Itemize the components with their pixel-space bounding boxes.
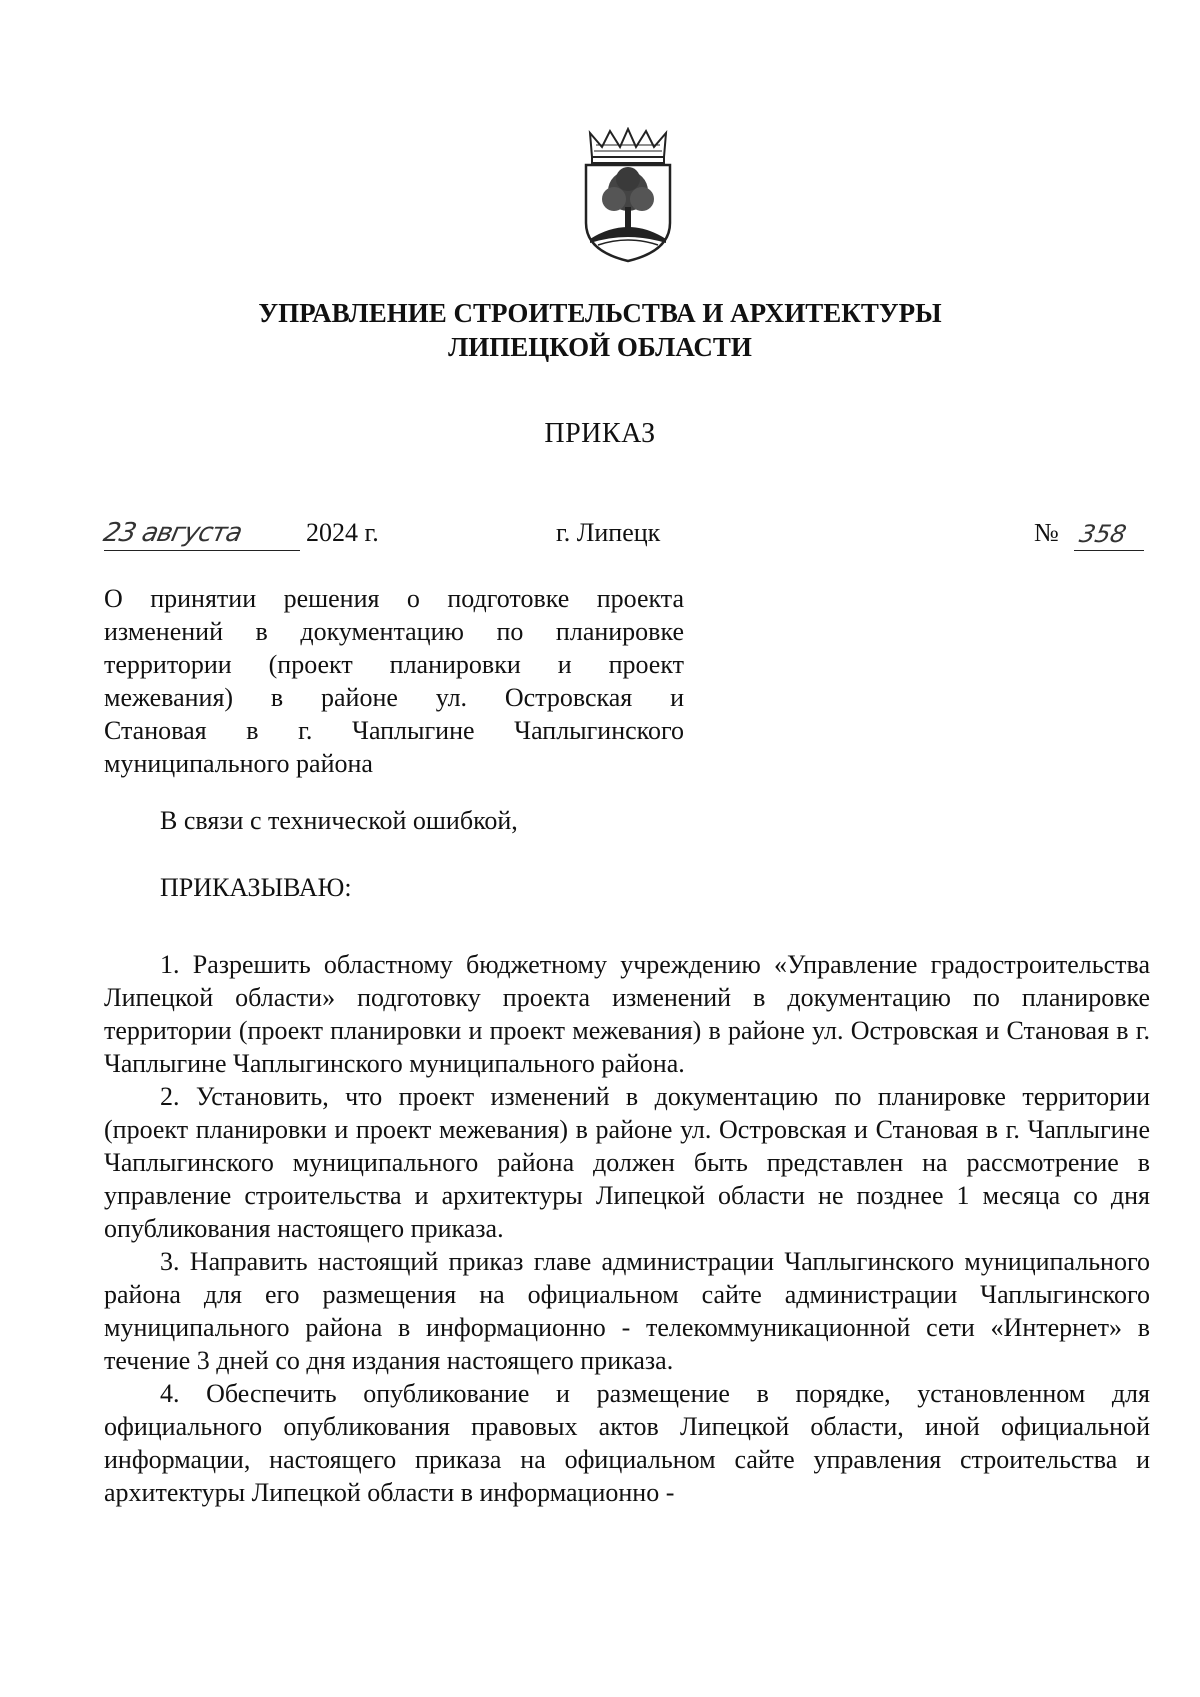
document-type: ПРИКАЗ (544, 418, 656, 449)
handwritten-date-field (100, 514, 300, 551)
handwritten-number: 358 (1077, 520, 1129, 548)
order-item: 3. Направить настоящий приказ главе администрации Чаплыгинского муниципального района для его размещения на официальном сайте администрации Чаплыгинского муниципального района в информационно - телекоммуникационной сети «Интернет» в течение 3 дней со дня издания настоящего приказа. (104, 1247, 1150, 1375)
order-item: 2. Установить, что проект изменений в документацию по планировке территории (проект планировки и проект межевания) в районе ул. Островская и Становая в г. Чаплыгине Чаплыгинского муниципального района должен быть представлен на рассмотрение в управление строительства и архитектуры Липецкой области не позднее 1 месяца со дня опубликования настоящего приказа. (104, 1082, 1150, 1243)
order-items (104, 948, 1150, 1509)
number-sign: № (1034, 518, 1059, 547)
coat-of-arms-emblem (580, 127, 676, 267)
organization-name (0, 296, 1200, 364)
order-item: 4. Обеспечить опубликование и размещение в порядке, установленном для официального опубликования правовых актов Липецкой области, иной официальной информации, настоящего приказа на официальном сайте управления строительства и архитектуры Липецкой области в информационно - (104, 1379, 1150, 1507)
subject-line: Становая в г. Чаплыгине Чаплыгинского (104, 716, 684, 745)
date-number-line (100, 518, 1144, 558)
subject-line: изменений в документацию по планировке (104, 617, 684, 646)
document-year: 2024 г. (306, 518, 379, 547)
document-subject (104, 582, 684, 780)
organization-name-line1: УПРАВЛЕНИЕ СТРОИТЕЛЬСТВА И АРХИТЕКТУРЫ (258, 298, 942, 328)
handwritten-number-field (1074, 514, 1144, 551)
organization-name-line2: ЛИПЕЦКОЙ ОБЛАСТИ (448, 332, 752, 362)
order-word: ПРИКАЗЫВАЮ: (160, 873, 352, 902)
preamble: В связи с технической ошибкой, (160, 806, 518, 835)
subject-line: муниципального района (104, 749, 373, 778)
subject-line: территории (проект планировки и проект (104, 650, 684, 679)
subject-line: О принятии решения о подготовке проекта (104, 584, 684, 613)
document-city: г. Липецк (556, 518, 661, 547)
subject-line: межевания) в районе ул. Островская и (104, 683, 684, 712)
order-item: 1. Разрешить областному бюджетному учреждению «Управление градостроительства Липецкой области» подготовку проекта изменений в документацию по планировке территории (проект планировки и проект межевания) в районе ул. Островская и Становая в г. Чаплыгине Чаплыгинского муниципального района. (104, 950, 1150, 1078)
handwritten-date: 23 августа (100, 518, 245, 548)
